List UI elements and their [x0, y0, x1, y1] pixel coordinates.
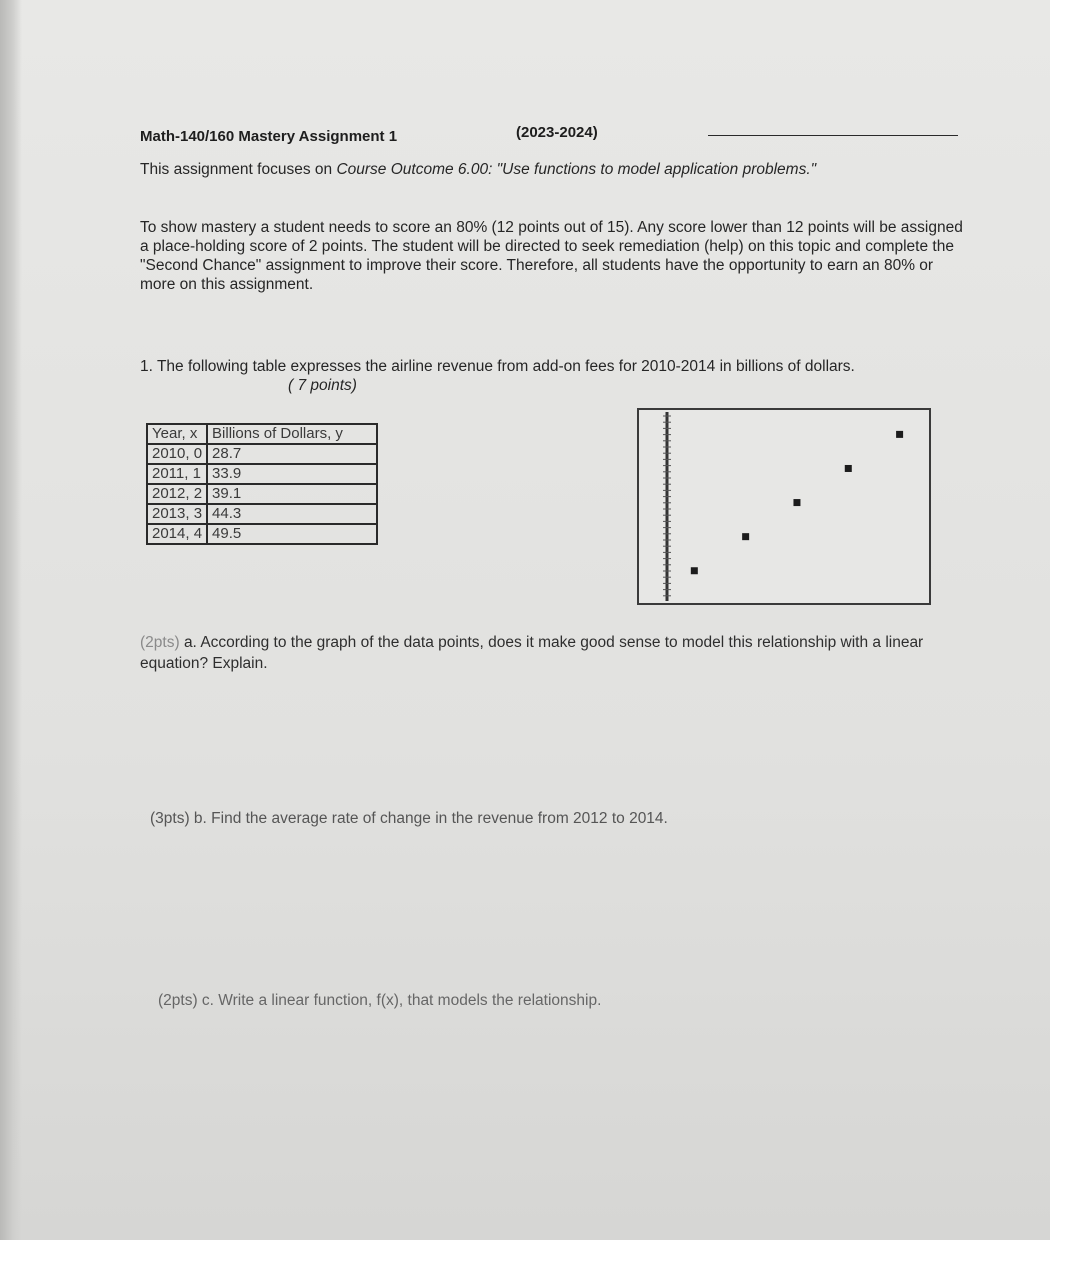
data-point [793, 499, 800, 506]
school-year: (2023-2024) [516, 124, 598, 141]
revenue-table [146, 423, 378, 545]
data-point [845, 465, 852, 472]
table-cell-year: 2013, 3 [147, 504, 207, 524]
data-point [691, 567, 698, 574]
course-outcome: Course Outcome 6.00: "Use functions to model application problems." [336, 161, 817, 178]
scatter-plot [637, 408, 931, 605]
data-point [742, 533, 749, 540]
part-b-question: (3pts) b. Find the average rate of change in the revenue from 2012 to 2014. [150, 810, 668, 827]
table-header-row [147, 424, 377, 444]
part-a-question [140, 632, 930, 674]
part-a-text: a. According to the graph of the data points, does it make good sense to model this relationship with a linear equation? Explain. [140, 634, 924, 672]
mastery-paragraph: To show mastery a student needs to score an 80% (12 points out of 15). Any score lower than 12 points will be assigned a place-holding score of 2 points. The student will be directed to seek remediation (help) on this topic and complete the "Second Chance" assignment to improve their score. Therefore, all students have the opportunity to earn an 80% or more on this assignment. [140, 219, 963, 293]
table-header-dollars: Billions of Dollars, y [207, 424, 377, 444]
part-c-question: (2pts) c. Write a linear function, f(x), that models the relationship. [158, 992, 602, 1009]
table-row [147, 484, 377, 504]
table-row [147, 504, 377, 524]
table-cell-year: 2012, 2 [147, 484, 207, 504]
table-cell-year: 2011, 1 [147, 464, 207, 484]
table-row [147, 524, 377, 544]
student-name-line [708, 135, 958, 136]
table-header-year: Year, x [147, 424, 207, 444]
scatter-plot-svg [639, 410, 929, 603]
table-row [147, 464, 377, 484]
question-1 [140, 357, 960, 395]
question-1-points: ( 7 points) [288, 377, 357, 394]
table-row [147, 444, 377, 464]
data-point [896, 431, 903, 438]
table-cell-value: 39.1 [207, 484, 377, 504]
table-cell-year: 2014, 4 [147, 524, 207, 544]
table-cell-value: 33.9 [207, 464, 377, 484]
table-cell-value: 28.7 [207, 444, 377, 464]
assignment-title: Math-140/160 Mastery Assignment 1 [140, 128, 398, 145]
intro-lead: This assignment focuses on [140, 161, 337, 178]
part-a-points: (2pts) [140, 634, 180, 651]
table-cell-year: 2010, 0 [147, 444, 207, 464]
table-cell-value: 49.5 [207, 524, 377, 544]
assignment-header [140, 124, 960, 148]
question-1-text: 1. The following table expresses the airline revenue from add-on fees for 2010-2014 in billions of dollars. [140, 358, 855, 375]
table-cell-value: 44.3 [207, 504, 377, 524]
intro-paragraph [140, 160, 900, 179]
